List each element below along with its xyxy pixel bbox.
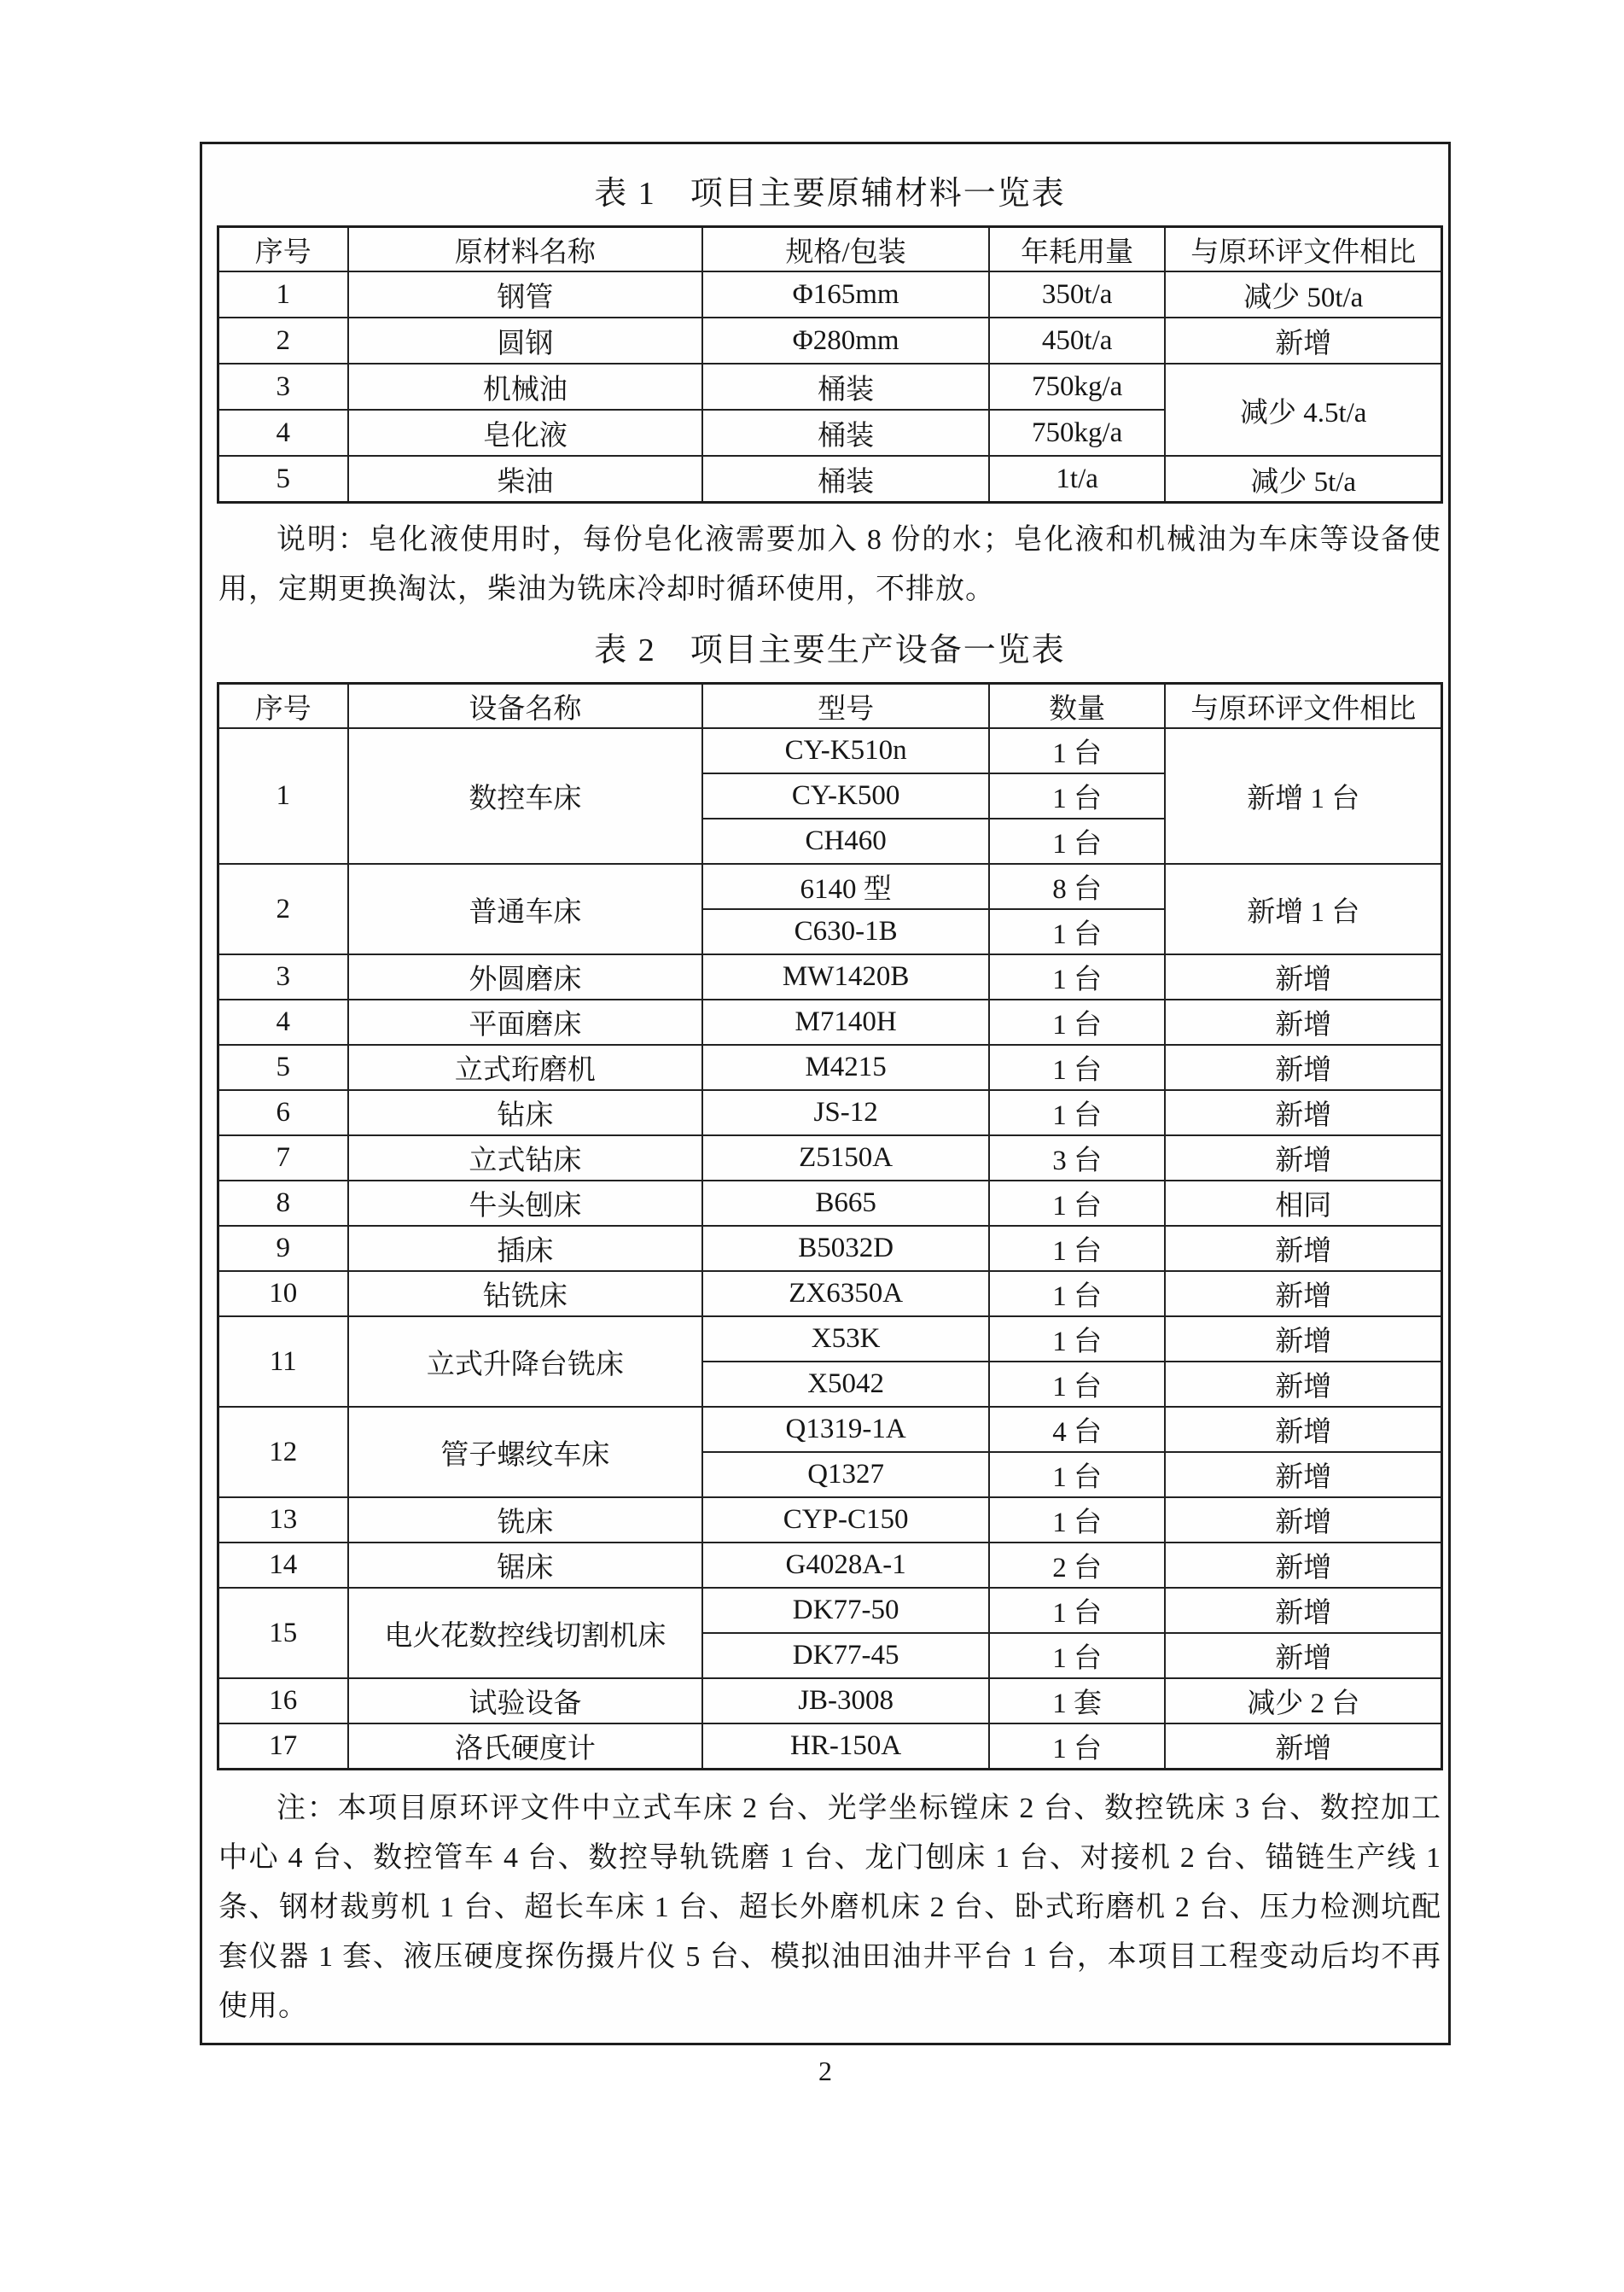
material-row (218, 271, 1442, 318)
material-row (218, 364, 1442, 410)
qty-cell: 3 台 (989, 1135, 1165, 1181)
table2-title: 表 2 项目主要生产设备一览表 (594, 633, 1066, 668)
compare-cell: 新增 (1165, 1723, 1441, 1770)
qty-cell: 1 台 (989, 1362, 1165, 1407)
serial-cell: 2 (218, 318, 348, 364)
model-cell: Q1327 (702, 1452, 989, 1497)
name-cell: 洛氏硬度计 (348, 1723, 703, 1770)
name-cell: 立式珩磨机 (348, 1045, 703, 1090)
header-material-name: 原材料名称 (348, 227, 703, 272)
page-number: 2 (818, 2056, 832, 2086)
qty-cell: 1 台 (989, 1090, 1165, 1135)
name-cell: 立式钻床 (348, 1135, 703, 1181)
material-row (218, 456, 1442, 503)
spec-cell: 桶装 (702, 410, 989, 456)
name-cell: 铣床 (348, 1497, 703, 1543)
header-device-name: 设备名称 (348, 684, 703, 729)
serial-cell: 11 (218, 1316, 348, 1407)
compare-cell: 减少 50t/a (1165, 271, 1441, 318)
name-cell: 数控车床 (348, 728, 703, 864)
model-cell: G4028A-1 (702, 1543, 989, 1588)
usage-cell: 1t/a (989, 456, 1165, 503)
usage-cell: 750kg/a (989, 364, 1165, 410)
device-row (218, 728, 1442, 773)
device-row (218, 1226, 1442, 1271)
compare-cell: 相同 (1165, 1181, 1441, 1226)
name-cell: 钻铣床 (348, 1271, 703, 1316)
compare-cell: 新增 (1165, 1497, 1441, 1543)
name-cell: 平面磨床 (348, 1000, 703, 1045)
compare-cell: 新增 (1165, 1633, 1441, 1678)
device-row (218, 1723, 1442, 1770)
model-cell: JS-12 (702, 1090, 989, 1135)
name-cell: 电火花数控线切割机床 (348, 1588, 703, 1678)
name-cell: 机械油 (348, 364, 703, 410)
serial-cell: 16 (218, 1678, 348, 1723)
qty-cell: 1 台 (989, 1316, 1165, 1362)
name-cell: 锯床 (348, 1543, 703, 1588)
materials-header-row (218, 227, 1442, 272)
qty-cell: 2 台 (989, 1543, 1165, 1588)
compare-cell: 新增 (1165, 1362, 1441, 1407)
device-row (218, 1000, 1442, 1045)
device-row (218, 1090, 1442, 1135)
qty-cell: 1 台 (989, 1000, 1165, 1045)
device-row (218, 1135, 1442, 1181)
serial-cell: 5 (218, 1045, 348, 1090)
serial-cell: 5 (218, 456, 348, 503)
header-quantity: 数量 (989, 684, 1165, 729)
model-cell: 6140 型 (702, 864, 989, 909)
name-cell: 圆钢 (348, 318, 703, 364)
table1-title: 表 1 项目主要原辅材料一览表 (594, 176, 1066, 212)
model-cell: DK77-45 (702, 1633, 989, 1678)
table1-note: 说明：皂化液使用时，每份皂化液需要加入 8 份的水；皂化液和机械油为车床等设备使用，定期更换淘汰，柴油为铣床冷却时循环使用，不排放。 (218, 524, 1441, 605)
compare-cell: 新增 (1165, 1588, 1441, 1633)
usage-cell: 350t/a (989, 271, 1165, 318)
compare-cell: 新增 (1165, 1543, 1441, 1588)
device-row (218, 1271, 1442, 1316)
serial-cell: 14 (218, 1543, 348, 1588)
header-annual-usage: 年耗用量 (989, 227, 1165, 272)
compare-cell: 新增 (1165, 1452, 1441, 1497)
compare-cell: 新增 (1165, 1407, 1441, 1452)
compare-cell: 新增 (1165, 1135, 1441, 1181)
serial-cell: 12 (218, 1407, 348, 1497)
device-row (218, 864, 1442, 909)
equipment-header-row (218, 684, 1442, 729)
serial-cell: 13 (218, 1497, 348, 1543)
device-row (218, 1181, 1442, 1226)
compare-cell-merged: 新增 1 台 (1165, 864, 1441, 954)
qty-cell: 1 台 (989, 773, 1165, 819)
name-cell: 外圆磨床 (348, 954, 703, 1000)
serial-cell: 6 (218, 1090, 348, 1135)
serial-cell: 4 (218, 410, 348, 456)
model-cell: X53K (702, 1316, 989, 1362)
model-cell: CY-K500 (702, 773, 989, 819)
compare-cell-merged: 减少 4.5t/a (1165, 364, 1441, 456)
compare-cell: 新增 (1165, 318, 1441, 364)
qty-cell: 1 台 (989, 819, 1165, 864)
serial-cell: 8 (218, 1181, 348, 1226)
name-cell: 牛头刨床 (348, 1181, 703, 1226)
model-cell: CH460 (702, 819, 989, 864)
model-cell: ZX6350A (702, 1271, 989, 1316)
model-cell: Q1319-1A (702, 1407, 989, 1452)
qty-cell: 4 台 (989, 1407, 1165, 1452)
qty-cell: 1 台 (989, 954, 1165, 1000)
spec-cell: Φ165mm (702, 271, 989, 318)
model-cell: DK77-50 (702, 1588, 989, 1633)
qty-cell: 1 台 (989, 1226, 1165, 1271)
header-serial: 序号 (218, 227, 348, 272)
qty-cell: 1 台 (989, 1723, 1165, 1770)
name-cell: 钢管 (348, 271, 703, 318)
name-cell: 柴油 (348, 456, 703, 503)
equipment-table (217, 682, 1443, 1770)
qty-cell: 1 台 (989, 1181, 1165, 1226)
device-row (218, 954, 1442, 1000)
model-cell: M7140H (702, 1000, 989, 1045)
qty-cell: 1 台 (989, 1497, 1165, 1543)
header-serial: 序号 (218, 684, 348, 729)
compare-cell: 新增 (1165, 1271, 1441, 1316)
header-spec: 规格/包装 (702, 227, 989, 272)
model-cell: HR-150A (702, 1723, 989, 1770)
qty-cell: 1 台 (989, 1588, 1165, 1633)
compare-cell: 减少 5t/a (1165, 456, 1441, 503)
serial-cell: 1 (218, 271, 348, 318)
model-cell: M4215 (702, 1045, 989, 1090)
model-cell: CY-K510n (702, 728, 989, 773)
compare-cell-merged: 新增 1 台 (1165, 728, 1441, 864)
compare-cell: 新增 (1165, 954, 1441, 1000)
model-cell: Z5150A (702, 1135, 989, 1181)
name-cell: 钻床 (348, 1090, 703, 1135)
device-row (218, 1045, 1442, 1090)
name-cell: 管子螺纹车床 (348, 1407, 703, 1497)
materials-table (217, 225, 1443, 504)
usage-cell: 750kg/a (989, 410, 1165, 456)
model-cell: X5042 (702, 1362, 989, 1407)
qty-cell: 1 台 (989, 909, 1165, 954)
compare-cell: 减少 2 台 (1165, 1678, 1441, 1723)
spec-cell: 桶装 (702, 456, 989, 503)
serial-cell: 7 (218, 1135, 348, 1181)
usage-cell: 450t/a (989, 318, 1165, 364)
device-row (218, 1543, 1442, 1588)
compare-cell: 新增 (1165, 1045, 1441, 1090)
model-cell: MW1420B (702, 954, 989, 1000)
name-cell: 立式升降台铣床 (348, 1316, 703, 1407)
device-row (218, 1588, 1442, 1633)
qty-cell: 8 台 (989, 864, 1165, 909)
header-model: 型号 (702, 684, 989, 729)
spec-cell: Φ280mm (702, 318, 989, 364)
compare-cell: 新增 (1165, 1316, 1441, 1362)
device-row (218, 1407, 1442, 1452)
serial-cell: 3 (218, 364, 348, 410)
serial-cell: 10 (218, 1271, 348, 1316)
model-cell: B665 (702, 1181, 989, 1226)
model-cell: C630-1B (702, 909, 989, 954)
device-row (218, 1497, 1442, 1543)
compare-cell: 新增 (1165, 1000, 1441, 1045)
device-row (218, 1316, 1442, 1362)
qty-cell: 1 台 (989, 1045, 1165, 1090)
table2-note: 注：本项目原环评文件中立式车床 2 台、光学坐标镗床 2 台、数控铣床 3 台、数控加工中心 4 台、数控管车 4 台、数控导轨铣磨 1 台、龙门刨床 1 台、对接机 2 台、锚链生产线 1 条、钢材裁剪机 1 台、超长车床 1 台、超长外磨机床 2 台、卧式珩磨机 2 台、压力检测坑配套仪器 1 套、液压硬度探伤摄片仪 5 台、模拟油田油井平台 1 台，本项目工程变动后均不再使用。 (218, 1793, 1441, 2022)
serial-cell: 9 (218, 1226, 348, 1271)
compare-cell: 新增 (1165, 1090, 1441, 1135)
serial-cell: 1 (218, 728, 348, 864)
model-cell: CYP-C150 (702, 1497, 989, 1543)
name-cell: 试验设备 (348, 1678, 703, 1723)
serial-cell: 3 (218, 954, 348, 1000)
header-compare: 与原环评文件相比 (1165, 227, 1441, 272)
qty-cell: 1 台 (989, 728, 1165, 773)
qty-cell: 1 台 (989, 1452, 1165, 1497)
document-page-border (200, 142, 1451, 2045)
qty-cell: 1 台 (989, 1271, 1165, 1316)
serial-cell: 15 (218, 1588, 348, 1678)
compare-cell: 新增 (1165, 1226, 1441, 1271)
device-row (218, 1678, 1442, 1723)
name-cell: 皂化液 (348, 410, 703, 456)
serial-cell: 4 (218, 1000, 348, 1045)
header-compare: 与原环评文件相比 (1165, 684, 1441, 729)
serial-cell: 17 (218, 1723, 348, 1770)
qty-cell: 1 台 (989, 1633, 1165, 1678)
model-cell: JB-3008 (702, 1678, 989, 1723)
name-cell: 普通车床 (348, 864, 703, 954)
material-row (218, 318, 1442, 364)
serial-cell: 2 (218, 864, 348, 954)
qty-cell: 1 套 (989, 1678, 1165, 1723)
name-cell: 插床 (348, 1226, 703, 1271)
spec-cell: 桶装 (702, 364, 989, 410)
model-cell: B5032D (702, 1226, 989, 1271)
